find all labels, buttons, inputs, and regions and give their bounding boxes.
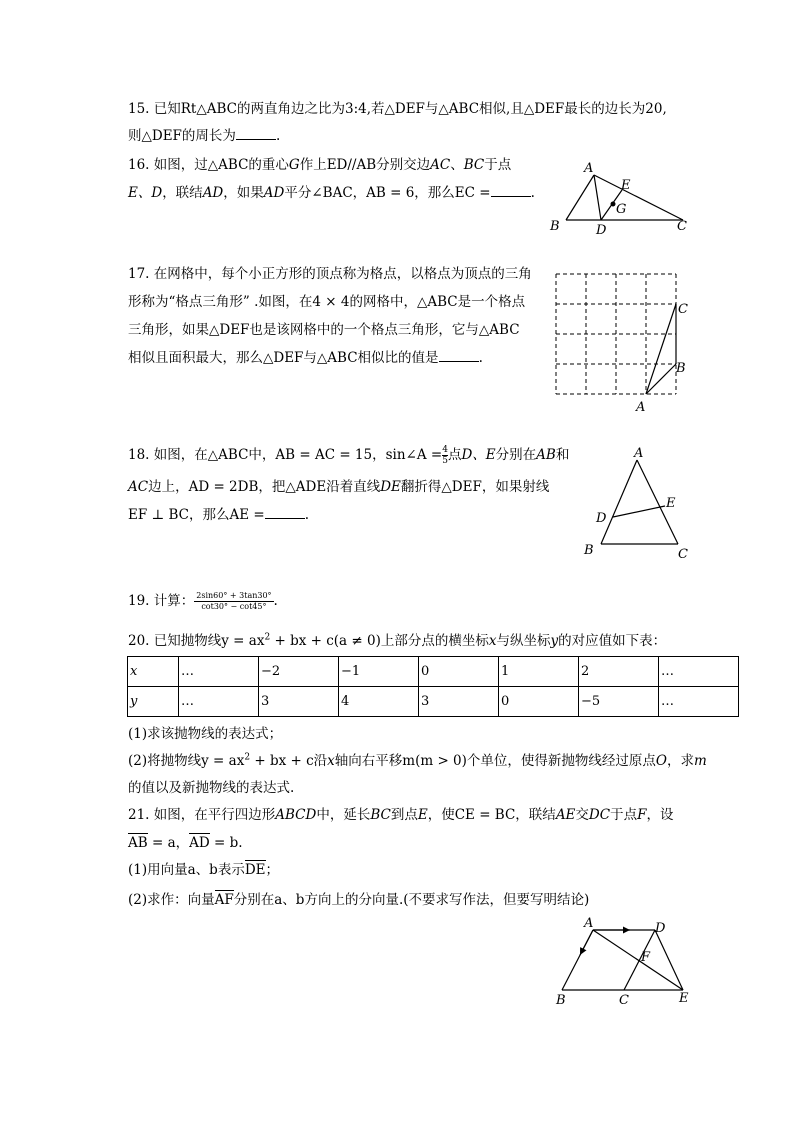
- q16-text: 、: [450, 157, 464, 173]
- q21-var-f: F: [637, 807, 647, 823]
- q16-text: 上ED//AB分别交边: [313, 157, 431, 173]
- table-cell: −1: [339, 657, 419, 687]
- q17-line4: 相似且面积最大，那么△DEF与△ABC相似比的值是 .: [128, 346, 483, 366]
- q21-text: 表示: [217, 862, 245, 878]
- q16-var-bc: BC: [463, 157, 485, 173]
- q18-var-ac: AC: [128, 479, 149, 495]
- q16-text: ，联结: [162, 185, 203, 201]
- q20-part1: (1)求该抛物线的表达式；: [128, 726, 283, 742]
- q16-var-ed: E、D: [128, 185, 163, 201]
- q18-text: 翻折得△DEF，如果射线: [400, 479, 550, 495]
- q20-var-m: m: [693, 753, 707, 769]
- q19-text: 19. 计算：: [128, 593, 195, 609]
- vector-ad: AD: [189, 835, 210, 851]
- q15-line1: 15. 已知Rt△ABC的两直角边之比为3:4,若△DEF与△ABC相似,且△DEF最长的边长为20,: [128, 101, 667, 117]
- vector-a-b: a、b: [274, 892, 305, 908]
- q21-var-ae: AE: [555, 807, 576, 823]
- q18-label-c: C: [678, 547, 688, 562]
- q20-text: ，求: [666, 753, 694, 769]
- q21-label-e: E: [679, 991, 689, 1006]
- q21-text: ，设: [646, 807, 674, 823]
- table-cell: 3: [419, 687, 499, 717]
- q21-text: 到点: [390, 807, 418, 823]
- q21-label-c: C: [619, 993, 629, 1008]
- q20-var-x: x: [327, 753, 335, 769]
- q18-text: 18. 如图，在△ABC中，AB = AC = 15，sin∠A =: [128, 447, 443, 463]
- q20-part2: (2)将抛物线$y = ax^2$ + bx + c沿x轴向右平移m(m > 0)个单位，使得新抛物线经过原点O，求m: [128, 752, 707, 769]
- q16-text: 于点: [484, 157, 512, 173]
- q18-var-de: D、E: [461, 447, 496, 463]
- q20-var-y: y: [550, 633, 559, 649]
- q21-figure: [548, 914, 708, 1010]
- q21-text: ；: [265, 862, 280, 878]
- fraction-denominator: 5: [442, 456, 448, 466]
- q16-var-g: G: [288, 157, 300, 173]
- q16-figure: [540, 158, 700, 238]
- q18-line2: [128, 475, 549, 495]
- q21-text: ，使CE = BC，联结: [427, 807, 556, 823]
- q20-text: + bx + c(a ≠ 0)上部分点的横坐标: [270, 633, 489, 649]
- q21-line2: [128, 831, 243, 851]
- answer-blank: [265, 504, 305, 519]
- vector-ab: AB: [128, 835, 148, 851]
- table-cell: 2: [579, 657, 659, 687]
- q21-label-f: F: [641, 950, 651, 965]
- table-cell: 0: [499, 687, 579, 717]
- fraction-numerator: 2sin60° + 3tan30°: [196, 591, 272, 600]
- answer-blank: [439, 347, 479, 362]
- q19-line: 19. 计算： $\frac{2\sin 60^\circ + 3\tan 30^\circ}{\cot 30^\circ - \cot 45^\circ}$ .: [128, 591, 278, 611]
- q18-text: 点: [447, 447, 462, 463]
- table-cell: 1: [499, 657, 579, 687]
- fraction-denominator: cot30° − cot45°: [201, 602, 267, 611]
- q16-label-c: C: [677, 219, 687, 234]
- q18-var-ab: AB: [536, 447, 556, 463]
- table-cell: …: [659, 687, 739, 717]
- q18-label-a: A: [634, 446, 644, 461]
- q21-part1: [128, 858, 279, 878]
- q20-var-x: x: [488, 633, 497, 649]
- q21-label-b: B: [556, 993, 566, 1008]
- q18-label-d: D: [596, 511, 607, 526]
- q20-line1: 20. 已知抛物线$y = ax^2$ + bx + c(a ≠ 0)上部分点的横坐标x与纵坐标y的对应值如下表：: [128, 632, 667, 649]
- q15-line2: 则△DEF的周长为 .: [128, 124, 280, 144]
- q21-var-bc: BC: [370, 807, 391, 823]
- q16-var-ad: AD: [263, 185, 285, 201]
- q16-var-ad: AD: [202, 185, 224, 201]
- q21-text: = a，: [147, 835, 190, 851]
- q16-text: 平分∠BAC，AB = 6，那么EC =: [284, 185, 491, 201]
- table-cell: −5: [579, 687, 659, 717]
- vector-af: AF: [214, 892, 234, 908]
- table-cell: …: [179, 687, 259, 717]
- q16-line1: [128, 153, 511, 173]
- q21-text: 交: [575, 807, 589, 823]
- q20-text: + bx + c沿: [250, 753, 328, 769]
- q17-grid-figure: [548, 268, 698, 416]
- q17-text: 相似且面积最大，那么△DEF与△ABC相似比的值是: [128, 350, 439, 366]
- q18-figure: [580, 444, 700, 568]
- q20-text: 的对应值如下表：: [558, 633, 667, 649]
- q21-text: (1)用向量: [128, 862, 188, 878]
- q21-var-abcd: ABCD: [275, 807, 317, 823]
- q15-line2-text: 则△DEF的周长为: [128, 128, 236, 144]
- q16-label-e: E: [621, 178, 631, 193]
- q21-var-e: E: [417, 807, 428, 823]
- q18-label-e: E: [666, 496, 676, 511]
- q18-text: 分别在: [495, 447, 537, 463]
- q21-label-d: D: [655, 921, 666, 936]
- q17-line1: 17. 在网格中，每个小正方形的顶点称为格点，以格点为顶点的三角: [128, 266, 532, 282]
- q18-text: 和: [555, 447, 570, 463]
- q17-label-c: C: [678, 302, 688, 317]
- q21-part2: [128, 888, 589, 908]
- q18-text: 边上，AD = 2DB，把△ADE沿着直线: [148, 479, 381, 495]
- q21-text: = b.: [209, 835, 243, 851]
- q16-text: 16. 如图，过△ABC的重心: [128, 157, 289, 173]
- answer-blank: [236, 125, 276, 140]
- q21-text: 21. 如图，在平行四边形: [128, 807, 276, 823]
- q16-var-ac: AC: [430, 157, 451, 173]
- q21-text: (2)求作：向量: [128, 892, 215, 908]
- q21-label-a: A: [584, 916, 594, 931]
- q16-label-d: D: [596, 223, 607, 238]
- q20-text: 20. 已知抛物线y = ax: [128, 633, 265, 649]
- q18-text: EF ⊥ BC，那么AE =: [128, 507, 265, 523]
- table-cell: x: [128, 657, 179, 687]
- q21-text: 方向上的分向量.(不要求写作法，但要写明结论): [304, 892, 590, 908]
- q17-line3: 三角形，如果△DEF也是该网格中的一个格点三角形，它与△ABC: [128, 322, 520, 338]
- fraction-numerator: 4: [442, 445, 448, 455]
- q16-label-g: G: [616, 202, 627, 217]
- answer-blank: [491, 182, 531, 197]
- q21-text: 于点: [610, 807, 638, 823]
- q21-line1: [128, 803, 673, 823]
- table-row: [128, 657, 739, 687]
- q21-var-dc: DC: [588, 807, 611, 823]
- q19-fraction: [194, 591, 273, 612]
- q21-text: 中，延长: [316, 807, 371, 823]
- q20-value-table: [127, 656, 739, 717]
- table-row: [128, 687, 739, 717]
- q16-label-b: B: [550, 219, 560, 234]
- table-cell: …: [179, 657, 259, 687]
- table-cell: −2: [259, 657, 339, 687]
- q17-label-b: B: [676, 361, 686, 376]
- q18-var-de: DE: [380, 479, 401, 495]
- table-cell: 0: [419, 657, 499, 687]
- q16-text: 作: [299, 157, 314, 173]
- vector-a-b: a、b: [187, 862, 218, 878]
- q17-label-a: A: [636, 400, 646, 415]
- q20-var-o: O: [655, 753, 667, 769]
- table-cell: 3: [259, 687, 339, 717]
- q21-text: 分别在: [233, 892, 275, 908]
- q16-label-a: A: [584, 161, 594, 176]
- table-cell: y: [128, 687, 179, 717]
- vector-de: DE: [244, 862, 266, 878]
- q18-line3: EF ⊥ BC，那么AE = .: [128, 503, 309, 523]
- table-cell: …: [659, 657, 739, 687]
- q16-text: ，如果: [223, 185, 264, 201]
- q18-label-b: B: [584, 543, 594, 558]
- q20-text: 与纵坐标: [496, 633, 551, 649]
- q20-text: (2)将抛物线y = ax: [128, 753, 245, 769]
- q18-line1: [128, 443, 569, 466]
- q20-part2-line2: 的值以及新抛物线的表达式.: [128, 780, 295, 796]
- q16-line2: E、D，联结AD，如果AD平分∠BAC，AB = 6，那么EC = .: [128, 181, 535, 201]
- q20-text: 轴向右平移m(m > 0)个单位，使得新抛物线经过原点: [334, 753, 656, 769]
- q17-line2: 形称为“格点三角形” .如图，在4 × 4的网格中，△ABC是一个格点: [128, 294, 526, 310]
- table-cell: 4: [339, 687, 419, 717]
